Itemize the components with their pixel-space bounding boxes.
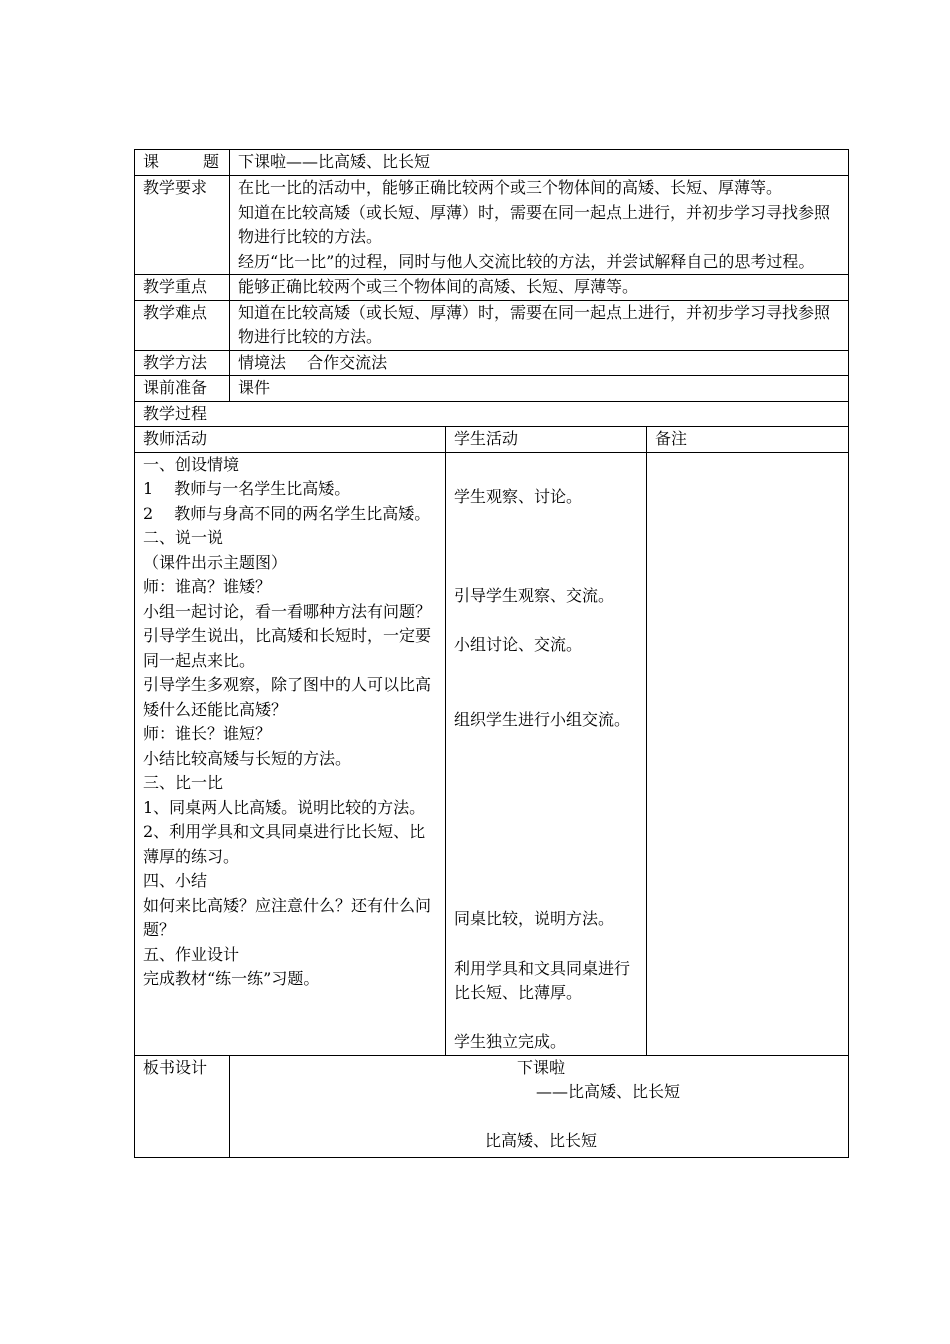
method-value: 情境法 合作交流法 [230, 350, 849, 376]
topic-label-char-1: 课 [143, 152, 160, 171]
board-label: 板书设计 [135, 1055, 230, 1157]
student-activity-header: 学生活动 [446, 427, 647, 453]
method-label: 教学方法 [135, 350, 230, 376]
difficulty-label: 教学难点 [135, 300, 230, 350]
process-title-row [135, 401, 849, 427]
teacher-line: 小结比较高矮与长短的方法。 [143, 748, 352, 768]
preparation-row [135, 376, 849, 402]
teacher-line: 1 教师与一名学生比高矮。 [143, 479, 351, 498]
teacher-activity-cell [135, 452, 446, 1055]
requirement-paragraph: 知道在比较高矮（或长短、厚薄）时，需要在同一起点上进行，并初步学习寻找参照物进行比较的方法。 [238, 202, 831, 246]
student-line: 学生观察、讨论。 [454, 486, 583, 506]
requirement-paragraph: 在比一比的活动中，能够正确比较两个或三个物体间的高矮、长短、厚薄等。 [238, 178, 783, 197]
teacher-line: 师：谁长？谁短？ [143, 724, 272, 743]
difficulty-row [135, 300, 849, 350]
teacher-line: 小组一起讨论，看一看哪种方法有问题？引导学生说出，比高矮和长短时，一定要同一起点来比。 [143, 601, 432, 670]
teacher-line: 五、作业设计 [143, 944, 240, 964]
topic-label-char-2: 题 [202, 152, 219, 171]
topic-value: 下课啦——比高矮、比长短 [230, 150, 849, 176]
process-header-row [135, 427, 849, 453]
teacher-line: 1、同桌两人比高矮。说明比较的方法。 [143, 797, 426, 817]
process-body-row [135, 452, 849, 1055]
teacher-line: 四、小结 [143, 871, 208, 890]
teacher-activity-header: 教师活动 [135, 427, 446, 453]
key-point-row [135, 275, 849, 301]
teacher-line: 引导学生多观察，除了图中的人可以比高矮什么还能比高矮？ [143, 675, 432, 719]
student-line: 小组讨论、交流。 [454, 634, 583, 654]
topic-row [135, 150, 849, 176]
teacher-line: 2、利用学具和文具同桌进行比长短、比薄厚的练习。 [143, 822, 426, 866]
key-point-value: 能够正确比较两个或三个物体间的高矮、长短、厚薄等。 [230, 275, 849, 301]
student-line: 同桌比较，说明方法。 [454, 908, 615, 928]
process-title: 教学过程 [135, 401, 849, 427]
topic-label [135, 150, 230, 176]
teacher-line: 师：谁高？谁矮？ [143, 577, 272, 596]
requirements-label: 教学要求 [135, 176, 230, 275]
board-title: 下课啦 [517, 1057, 566, 1077]
teacher-line: 2 教师与身高不同的两名学生比高矮。 [143, 503, 431, 523]
teacher-line: 如何来比高矮？应注意什么？还有什么问题？ [143, 895, 432, 939]
board-row [135, 1055, 849, 1157]
requirements-row [135, 176, 849, 275]
notes-header: 备注 [647, 427, 849, 453]
student-line: 引导学生观察、交流。 [454, 585, 615, 605]
preparation-value: 课件 [230, 376, 849, 402]
student-activity-cell [446, 452, 647, 1055]
difficulty-value: 知道在比较高矮（或长短、厚薄）时，需要在同一起点上进行，并初步学习寻找参照物进行比较的方法。 [230, 300, 849, 350]
lesson-plan-table [134, 149, 849, 1158]
student-line: 利用学具和文具同桌进行比长短、比薄厚。 [454, 958, 631, 1002]
board-content [230, 1055, 849, 1157]
method-row [135, 350, 849, 376]
student-line: 组织学生进行小组交流。 [454, 709, 631, 729]
teacher-line: （课件出示主题图） [143, 552, 288, 572]
notes-cell [647, 452, 849, 1055]
teacher-line: 二、说一说 [143, 528, 224, 547]
student-line: 学生独立完成。 [454, 1031, 567, 1051]
board-spacer [238, 1105, 844, 1130]
teacher-line: 完成教材“练一练”习题。 [143, 969, 320, 988]
teacher-line: 一、创设情境 [143, 454, 240, 474]
requirements-value [230, 176, 849, 275]
requirement-paragraph: 经历“比一比”的过程，同时与他人交流比较的方法，并尝试解释自己的思考过程。 [238, 251, 815, 271]
key-point-label: 教学重点 [135, 275, 230, 301]
preparation-label: 课前准备 [135, 376, 230, 402]
teacher-line: 三、比一比 [143, 773, 224, 792]
board-subtitle: ——比高矮、比长短 [536, 1082, 681, 1101]
board-footer: 比高矮、比长短 [485, 1131, 598, 1150]
